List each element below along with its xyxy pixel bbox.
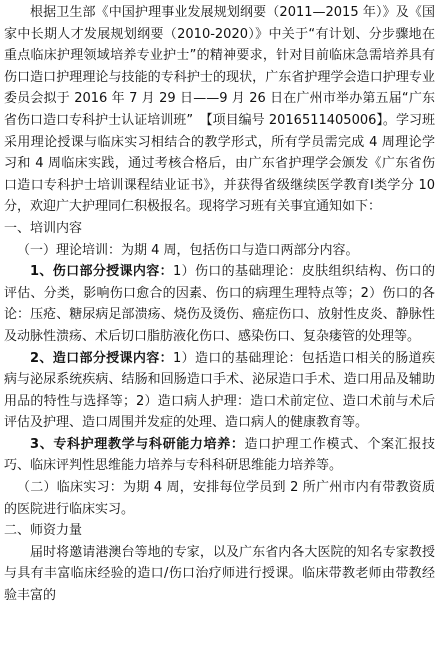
intro-paragraph: 根据卫生部《中国护理事业发展规划纲要（2011—2015 年）》及《国家中长期人才发展规划纲要（2010-2020）》中关于“有计划、分步骤地在重点临床护理领域培养专业护士”的精神要求，针对目前临床急需培养具有伤口造口护理理论与技能的专科护士的现状，广东省护理学会造口护理专业委员会拟于 2016 年 7 月 29 日——9 月 26 日在广州市举办第五届“广东省伤口造口专科护士认证培训班” 【项目编号 2016511405006】。学习班采用理论授课与临床实习相结合的教学形式，所有学员需完成 4 周理论学习和 4 周临床实践，通过考核合格后，由广东省护理学会颁发《广东省伤口造口专科护士培训课程结业证书》，并获得省级继续医学教育Ⅰ类学分 10 分，欢迎广大护理同仁积极报名。现将学习班有关事宜通知如下： xyxy=(4,5,435,215)
section-1-heading: 一、培训内容 xyxy=(4,220,83,236)
stoma-course-lead: 2、造口部分授课内容： xyxy=(30,350,173,366)
wound-course-paragraph xyxy=(4,261,435,347)
faculty-paragraph: 届时将邀请港澳台等地的专家，以及广东省内各大医院的知名专家教授与具有丰富临床经验的造口/伤口治疗师进行授课。临床带教老师由带教经验丰富的 xyxy=(4,544,435,604)
wound-course-body: 1）伤口的基础理论：皮肤组织结构、伤口的评估、分类，影响伤口愈合的因素、伤口的病理生理特点等；2）伤口的各论：压疮、糖尿病足部溃疡、烧伤及烫伤、癌症伤口、放射性皮炎、静脉性及动脉性溃疡、术后切口脂肪液化伤口、感染伤口、复杂瘘管的处理等。 xyxy=(4,264,435,344)
teaching-research-paragraph xyxy=(4,434,435,477)
theory-training-paragraph: （一）理论培训：为期 4 周，包括伤口与造口两部分内容。 xyxy=(17,242,359,258)
teaching-research-lead: 3、专科护理教学与科研能力培养： xyxy=(30,436,245,452)
wound-course-lead: 1、伤口部分授课内容： xyxy=(30,264,173,280)
teaching-research-body: 造口护理工作模式、个案汇报技巧、临床评判性思维能力培养与专科科研思维能力培养等。 xyxy=(4,436,435,474)
stoma-course-paragraph xyxy=(4,348,435,434)
stoma-course-body: 1）造口的基础理论：包括造口相关的肠道疾病与泌尿系统疾病、结肠和回肠造口手术、泌尿造口手术、造口用品及辅助用品的特性与选择等；2）造口病人护理：造口术前定位、造口术前与术后评估及护理、造口周围并发症的处理、造口病人的健康教育等。 xyxy=(4,350,435,431)
clinical-practice-paragraph: （二）临床实习：为期 4 周，安排每位学员到 2 所广州市内有带教资质的医院进行临床实习。 xyxy=(4,480,435,517)
section-2-heading: 二、师资力量 xyxy=(4,523,83,539)
